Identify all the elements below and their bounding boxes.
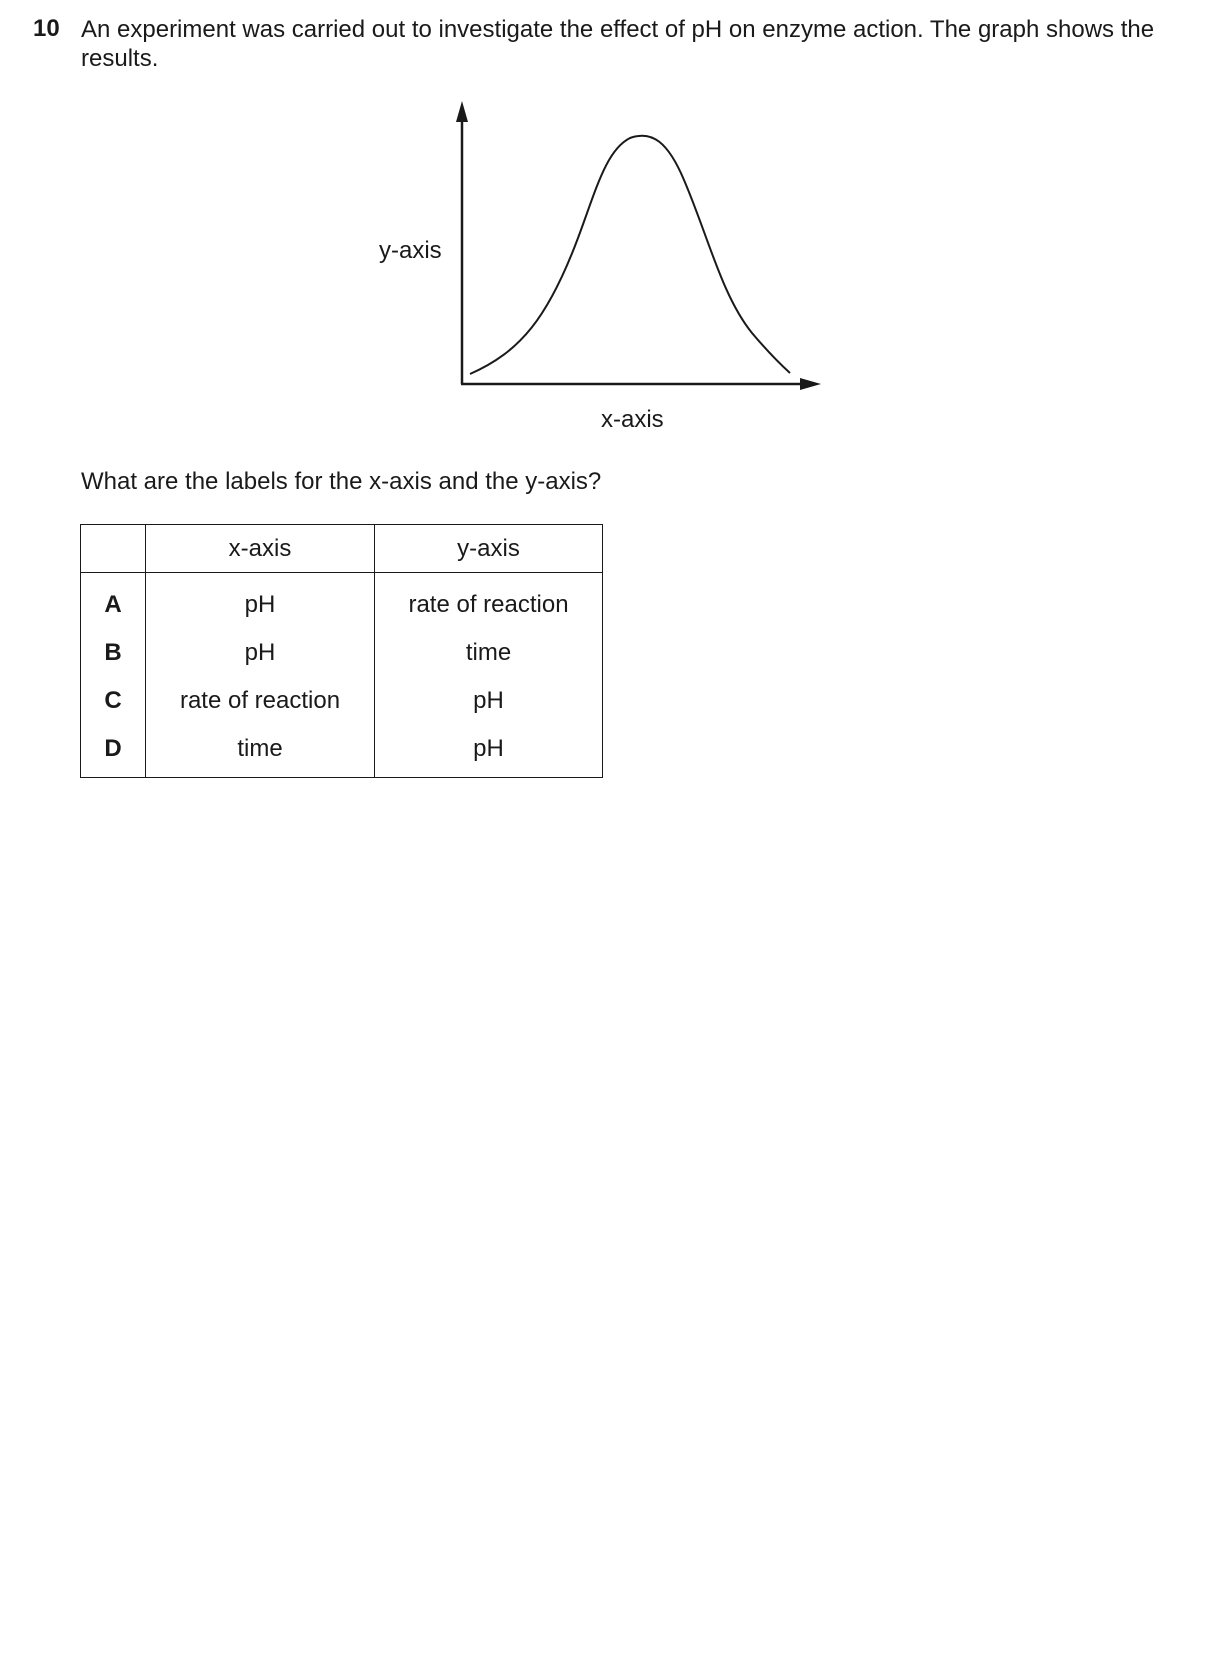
enzyme-graph bbox=[0, 0, 1209, 460]
table-row bbox=[81, 677, 603, 725]
option-x-label: time bbox=[146, 725, 375, 778]
question-prompt: What are the labels for the x-axis and the y-axis? bbox=[81, 468, 602, 495]
option-letter: B bbox=[81, 629, 146, 677]
option-y-label: pH bbox=[375, 677, 603, 725]
x-axis-arrowhead bbox=[800, 378, 821, 390]
header-x-axis: x-axis bbox=[146, 525, 375, 573]
question-text: An experiment was carried out to investigate the effect of pH on enzyme action. The graph shows the results. bbox=[81, 16, 1155, 72]
question-number: 10 bbox=[33, 15, 60, 42]
option-x-label: rate of reaction bbox=[146, 677, 375, 725]
header-blank-cell bbox=[81, 525, 146, 573]
table-row bbox=[81, 725, 603, 778]
table-row bbox=[81, 573, 603, 630]
option-y-label: pH bbox=[375, 725, 603, 778]
option-x-label: pH bbox=[146, 573, 375, 630]
header-y-axis: y-axis bbox=[375, 525, 603, 573]
y-axis-label: y-axis bbox=[379, 237, 442, 264]
option-x-label: pH bbox=[146, 629, 375, 677]
answer-options-table bbox=[80, 524, 603, 778]
option-y-label: time bbox=[375, 629, 603, 677]
x-axis-label: x-axis bbox=[601, 406, 664, 433]
option-letter: D bbox=[81, 725, 146, 778]
option-letter: A bbox=[81, 573, 146, 630]
option-y-label: rate of reaction bbox=[375, 573, 603, 630]
y-axis-arrowhead bbox=[456, 101, 468, 122]
table-header-row bbox=[81, 525, 603, 573]
results-curve bbox=[470, 136, 790, 374]
option-letter: C bbox=[81, 677, 146, 725]
table-row bbox=[81, 629, 603, 677]
